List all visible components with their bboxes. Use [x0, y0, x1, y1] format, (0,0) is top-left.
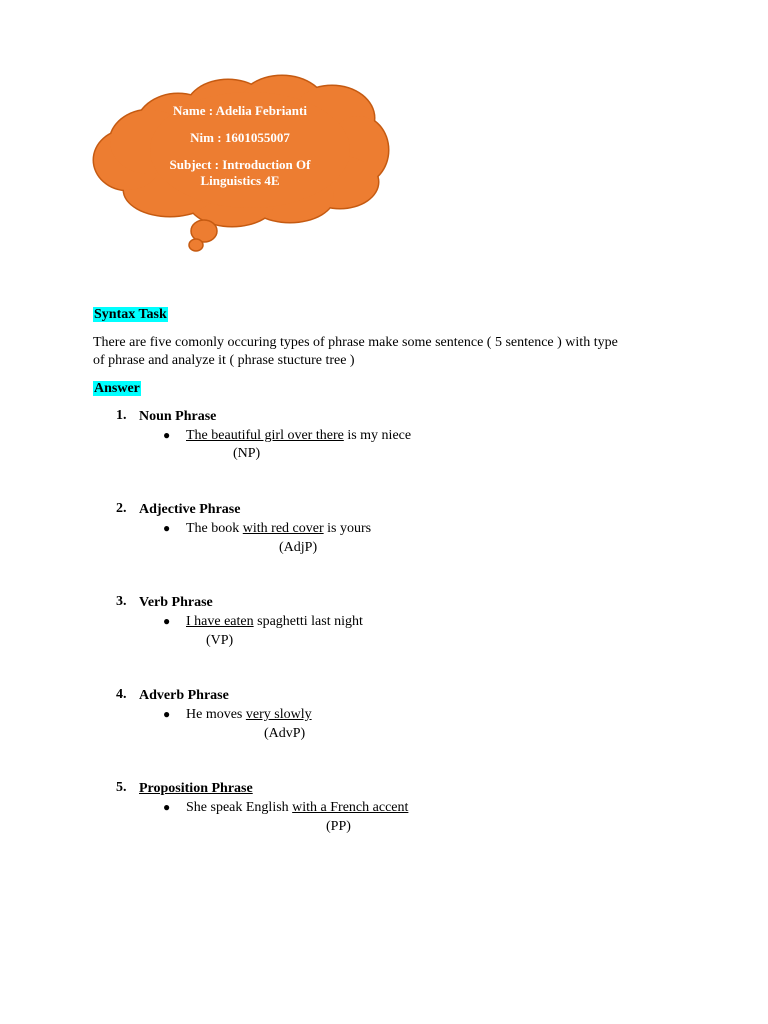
item-number: 4. [116, 687, 127, 702]
answer-heading: Answer [94, 381, 140, 396]
subject-text [150, 157, 330, 189]
item-title: Proposition Phrase [139, 781, 253, 796]
bullet-icon: ● [163, 614, 171, 628]
item-title: Noun Phrase [139, 409, 217, 424]
phrase-underlined: I have eaten [186, 614, 254, 629]
example-sentence: She speak English with a French accent [186, 800, 409, 815]
name-cloud-callout [0, 0, 420, 270]
example-sentence: The book with red cover is yours [186, 521, 372, 536]
item-number: 3. [116, 594, 127, 609]
bullet-icon: ● [163, 428, 171, 442]
phrase-tag: (PP) [326, 819, 351, 834]
item-number: 1. [116, 408, 127, 423]
syntax-task-heading: Syntax Task [94, 307, 167, 322]
task-description-line-1: There are five comonly occuring types of phrase make some sentence ( 5 sentence ) with type [93, 335, 618, 350]
item-number: 2. [116, 501, 127, 516]
subject-line-2: Linguistics 4E [200, 173, 280, 188]
subject-line-1: Subject : Introduction Of [169, 157, 311, 172]
example-sentence: I have eaten spaghetti last night [186, 614, 363, 629]
phrase-tag: (VP) [206, 633, 234, 648]
example-sentence: He moves very slowly [186, 707, 312, 722]
example-sentence: The beautiful girl over there is my niece [186, 428, 412, 443]
item-title: Verb Phrase [139, 595, 213, 610]
bullet-icon: ● [163, 707, 171, 721]
item-title: Adverb Phrase [139, 688, 229, 703]
bullet-icon: ● [163, 521, 171, 535]
phrase-underlined: The beautiful girl over there [186, 428, 344, 443]
phrase-tag: (NP) [233, 446, 261, 461]
phrase-tag: (AdjP) [279, 540, 318, 555]
task-description-line-2: of phrase and analyze it ( phrase stucture tree ) [93, 353, 355, 368]
cloud-text [150, 103, 330, 189]
phrase-underlined: with red cover [242, 521, 324, 536]
bullet-icon: ● [163, 800, 171, 814]
item-title: Adjective Phrase [139, 502, 241, 517]
phrase-underlined: very slowly [245, 707, 312, 722]
phrase-tag: (AdvP) [264, 726, 306, 741]
item-number: 5. [116, 780, 127, 795]
phrase-underlined: with a French accent [292, 800, 409, 815]
student-nim: Nim : 1601055007 [190, 130, 290, 145]
student-name: Name : Adelia Febrianti [173, 103, 307, 118]
